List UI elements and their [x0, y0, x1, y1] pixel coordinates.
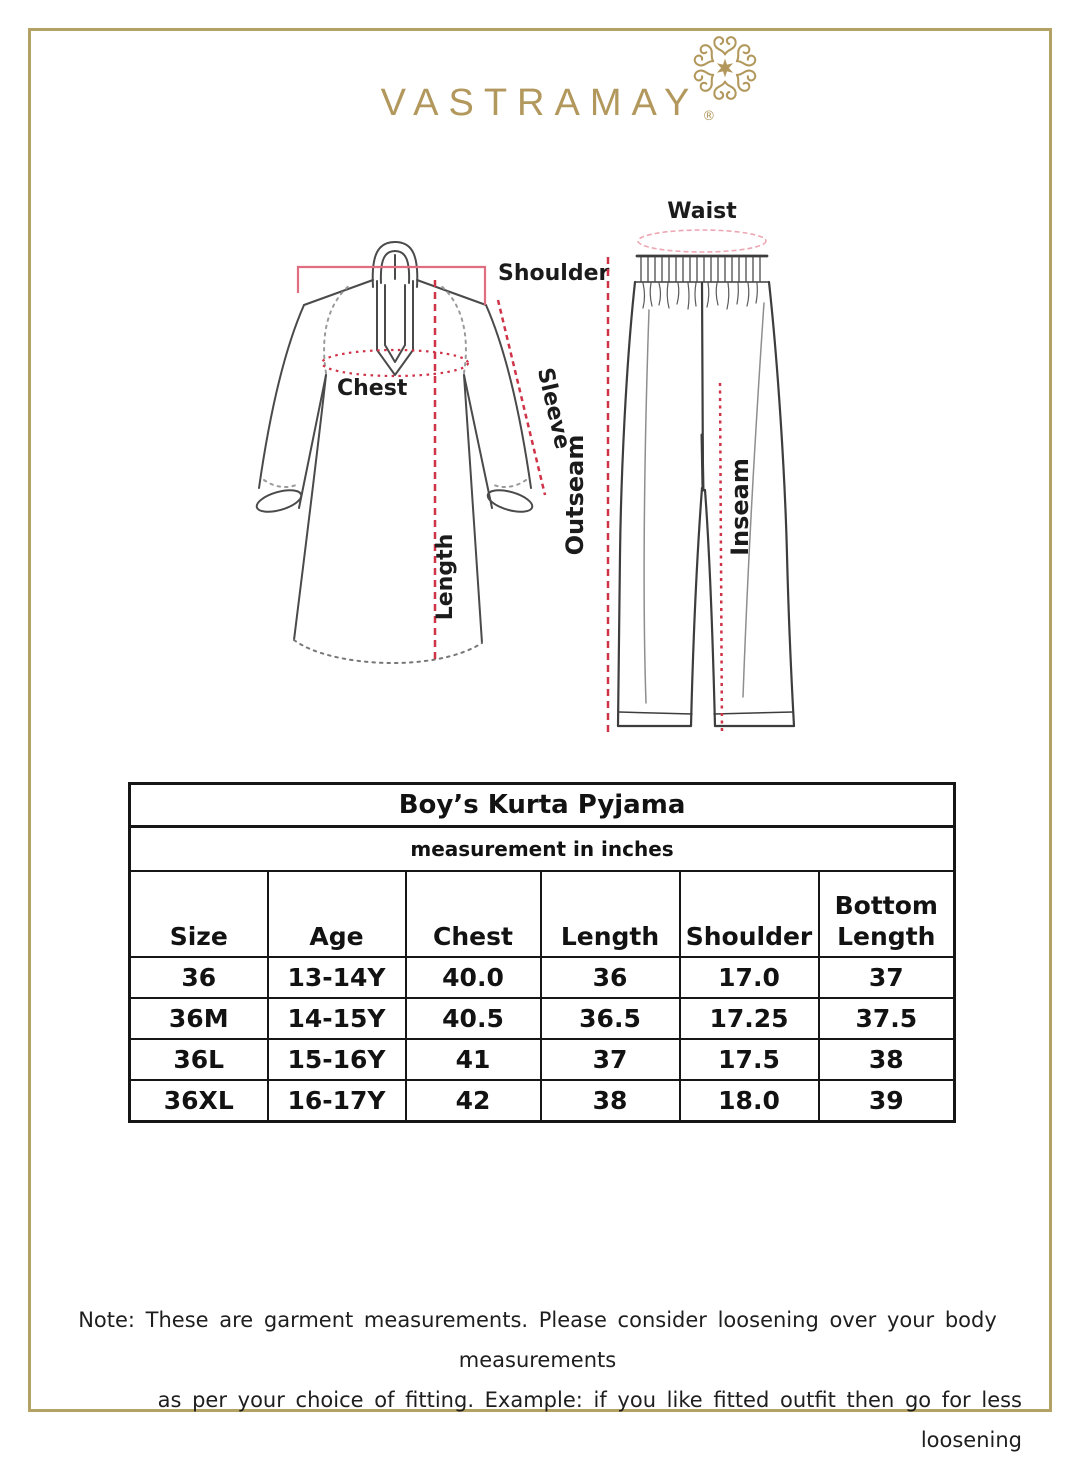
cell-size: 36L [130, 1039, 268, 1080]
cell-bottom-length: 38 [819, 1039, 955, 1080]
measurement-note [53, 1300, 1022, 1460]
shoulder-label: Shoulder [498, 261, 610, 286]
column-header-shoulder: Shoulder [680, 871, 819, 957]
cell-bottom-length: 37 [819, 957, 955, 998]
cell-size: 36 [130, 957, 268, 998]
cell-shoulder: 17.0 [680, 957, 819, 998]
chest-measure-ellipse [322, 350, 468, 376]
kurta-sketch [254, 242, 534, 663]
table-row [130, 1039, 955, 1080]
inseam-label: Inseam [726, 458, 754, 556]
length-label: Length [433, 533, 458, 621]
table-header-row [130, 871, 955, 957]
cell-age: 13-14Y [268, 957, 406, 998]
cell-size: 36XL [130, 1080, 268, 1122]
cell-age: 15-16Y [268, 1039, 406, 1080]
waist-measure-ellipse [638, 230, 766, 252]
cell-shoulder: 17.5 [680, 1039, 819, 1080]
size-chart-title: Boy’s Kurta Pyjama [130, 784, 955, 827]
pyjama-sketch [618, 256, 794, 726]
shoulder-measure-bracket [298, 267, 485, 305]
table-row [130, 957, 955, 998]
cell-bottom-length: 37.5 [819, 998, 955, 1039]
size-chart-table [128, 782, 956, 1123]
cell-chest: 40.5 [406, 998, 541, 1039]
garment-measurement-diagram [180, 185, 1010, 770]
brand-wordmark: VASTRAMAY [380, 82, 700, 124]
column-header-bottom-length: Bottom Length [819, 871, 955, 957]
column-header-age: Age [268, 871, 406, 957]
note-line-1: Note: These are garment measurements. Please consider loosening over your body measurements [78, 1308, 997, 1372]
outseam-label: Outseam [561, 434, 589, 556]
floral-mandala-icon [689, 32, 761, 104]
size-chart-subtitle: measurement in inches [130, 827, 955, 872]
cell-shoulder: 17.25 [680, 998, 819, 1039]
cell-chest: 40.0 [406, 957, 541, 998]
sleeve-measure-line [498, 300, 545, 495]
cell-bottom-length: 39 [819, 1080, 955, 1122]
cell-chest: 41 [406, 1039, 541, 1080]
brand-header [0, 84, 1080, 122]
note-line-2: as per your choice of fitting. Example: if you like fitted outfit then go for less loosening [157, 1388, 1022, 1452]
waist-label: Waist [667, 199, 737, 224]
cell-size: 36M [130, 998, 268, 1039]
inseam-measure-line [720, 383, 722, 735]
sleeve-label: Sleeve [531, 365, 575, 452]
cell-age: 16-17Y [268, 1080, 406, 1122]
table-row [130, 998, 955, 1039]
cell-length: 37 [541, 1039, 680, 1080]
cell-length: 36 [541, 957, 680, 998]
cell-length: 36.5 [541, 998, 680, 1039]
table-row [130, 1080, 955, 1122]
chest-label: Chest [337, 376, 408, 401]
cell-shoulder: 18.0 [680, 1080, 819, 1122]
cell-chest: 42 [406, 1080, 541, 1122]
cell-age: 14-15Y [268, 998, 406, 1039]
column-header-size: Size [130, 871, 268, 957]
column-header-chest: Chest [406, 871, 541, 957]
column-header-length: Length [541, 871, 680, 957]
registered-trademark: ® [702, 109, 716, 124]
cell-length: 38 [541, 1080, 680, 1122]
